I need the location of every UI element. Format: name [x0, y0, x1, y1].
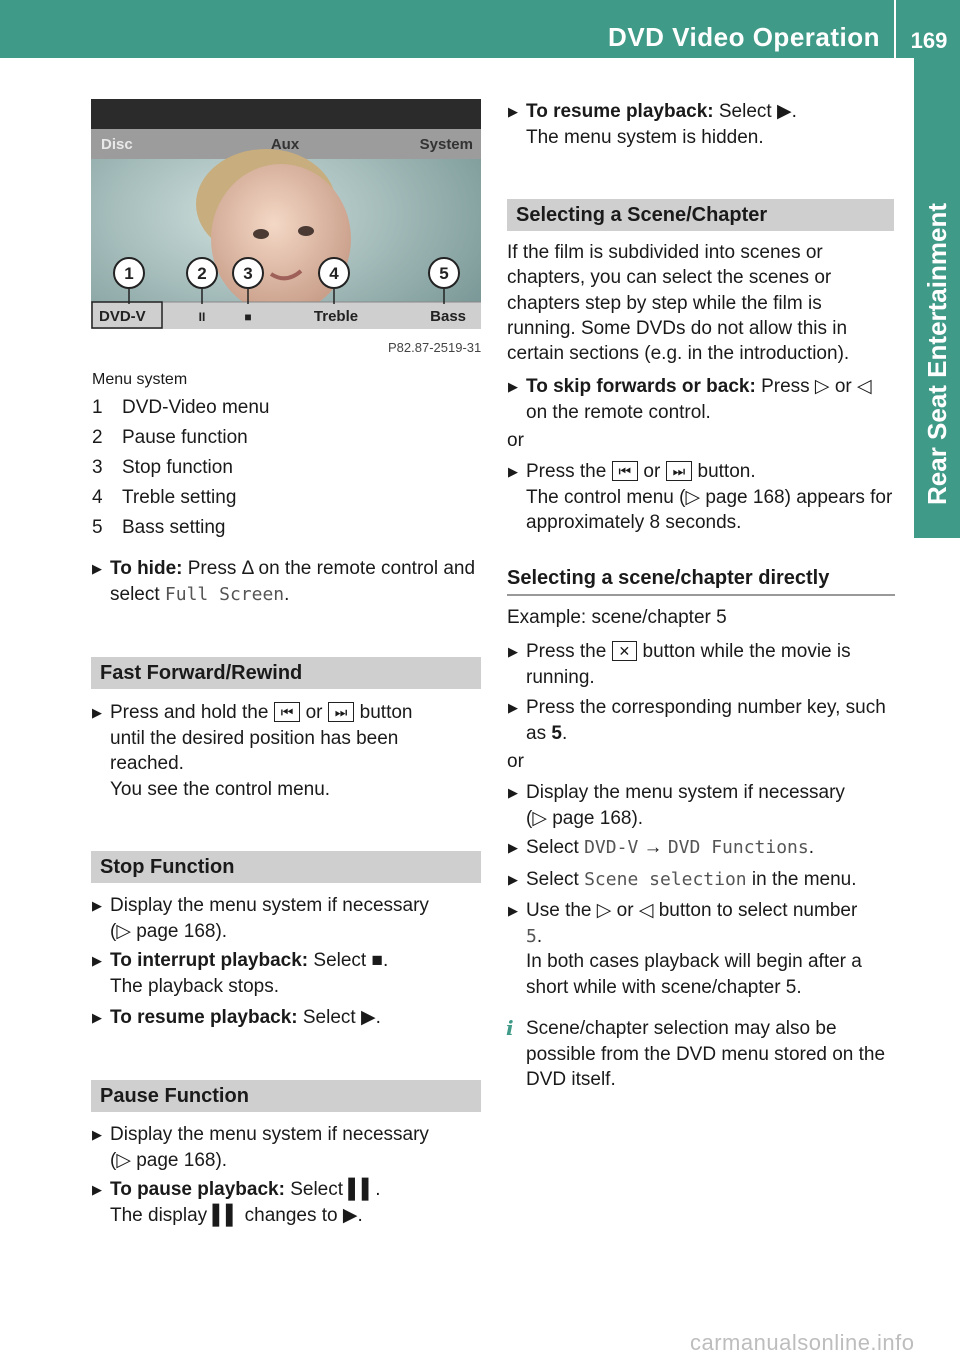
legend-item — [92, 456, 233, 480]
step-number-key: ▶ Press the corresponding number key, such as 5. — [508, 697, 886, 744]
legend-text: Stop function — [122, 457, 233, 478]
step-arrow-icon: ▶ — [92, 1182, 102, 1197]
step-arrow-icon: ▶ — [508, 464, 518, 479]
legend-num-icon: 1 — [92, 397, 103, 418]
skip-back-key-icon: ⏮ — [612, 461, 639, 481]
step-stop-display: ▶ Display the menu system if necessary (▷ page 168). — [92, 895, 429, 942]
or-text: or — [507, 751, 524, 772]
callout-5: 5 — [439, 264, 449, 283]
page-header-title: DVD Video Operation — [608, 22, 880, 52]
legend-num-icon: 2 — [92, 427, 103, 448]
header-divider — [894, 0, 896, 58]
legend-item — [92, 486, 236, 510]
step-arrow-icon: ▶ — [508, 903, 518, 918]
step-skip: ▶ To skip forwards or back: Press ▷ or ◁ on the remote control. — [508, 376, 872, 423]
legend-num-icon: 3 — [92, 457, 103, 478]
bottom-dvdv: DVD-V — [99, 308, 146, 325]
bottom-bass: Bass — [430, 308, 466, 325]
menu-system-figure — [91, 99, 481, 329]
step-arrow-icon: ▶ — [508, 872, 518, 887]
tab-disc: Disc — [101, 136, 133, 153]
bottom-pause: II — [198, 310, 206, 324]
figure-caption: Menu system — [92, 371, 188, 388]
step-arrow-icon: ▶ — [508, 644, 518, 659]
step-arrow-icon: ▶ — [508, 104, 518, 119]
info-icon: i — [506, 1016, 514, 1040]
section-heading-pause: Pause Function — [91, 1080, 481, 1112]
sidebar-title-wrap — [914, 58, 960, 536]
step-arrow-icon: ▶ — [508, 379, 518, 394]
legend-item — [92, 396, 270, 420]
step-arrow-icon: ▶ — [92, 561, 102, 576]
info-note: i Scene/chapter selection may also be possible from the DVD menu stored on the DVD itself. — [506, 1016, 886, 1090]
example-text: Example: scene/chapter 5 — [507, 607, 727, 628]
x-key-icon: ✕ — [612, 641, 638, 661]
callout-4: 4 — [329, 264, 339, 283]
step-select-scene: ▶ Select Scene selection in the menu. — [508, 867, 918, 893]
step-arrow-icon: ▶ — [92, 898, 102, 913]
scene-paragraph: If the film is subdivided into scenes or chapters, you can select the scenes or chapters step by step while the film is running. Some DVDs do not allow this in certain sections (e.g. in the introduction). — [507, 242, 850, 365]
step-arrow-icon: ▶ — [508, 785, 518, 800]
step-arrow-icon: ▶ — [92, 1010, 102, 1025]
skip-forward-key-icon: ⏭ — [666, 461, 693, 481]
legend-text: Bass setting — [122, 517, 226, 538]
step-hide: ▶ To hide: Press Δ on the remote control and select Full Screen. — [92, 558, 476, 605]
legend-item — [92, 516, 226, 540]
footer-watermark: carmanualsonline.info — [690, 1330, 915, 1355]
step-resume-right: ▶ To resume playback: Select ▶. The menu system is hidden. — [508, 101, 797, 148]
callout-1: 1 — [124, 264, 134, 283]
step-pause: ▶ To pause playback: Select ▌▌. The display ▌▌ changes to ▶. — [92, 1179, 381, 1226]
skip-forward-key-icon: ⏭ — [328, 702, 355, 722]
step-arrow-icon: ▶ — [92, 1127, 102, 1142]
callout-3: 3 — [243, 264, 253, 283]
step-arrow-icon: ▶ — [508, 840, 518, 855]
legend-text: DVD-Video menu — [122, 397, 270, 418]
bottom-treble: Treble — [313, 308, 359, 325]
figure-code: P82.87-2519-31 — [388, 340, 482, 355]
step-interrupt: ▶ To interrupt playback: Select ■. The playback stops. — [92, 950, 389, 997]
callout-2: 2 — [197, 264, 207, 283]
page-number: 169 — [910, 28, 948, 53]
sidebar-title: Rear Seat Entertainment — [922, 203, 952, 505]
step-select-dvdv: ▶ Select DVD-V → DVD Functions. — [508, 835, 918, 861]
legend-text: Pause function — [122, 427, 248, 448]
step-arrow-icon: ▶ — [92, 705, 102, 720]
step-press-skip: ▶ Press the ⏮ or ⏭ button. The control menu (▷ page 168) appears for approximately 8 seconds. — [508, 461, 893, 533]
step-display-menu: ▶ Display the menu system if necessary (▷ page 168). — [508, 782, 845, 829]
step-fast-forward: ▶ Press and hold the ⏮ or ⏭ button until the desired position has been reached. You see the control menu. — [92, 702, 413, 800]
section-heading-scene: Selecting a Scene/Chapter — [507, 199, 894, 231]
section-heading-stop: Stop Function — [91, 851, 481, 883]
or-text: or — [507, 430, 524, 451]
step-use-buttons: ▶ Use the ▷ or ◁ button to select number 5. In both cases playback will begin after a short while with scene/chapter 5. — [508, 900, 862, 998]
step-arrow-icon: ▶ — [92, 953, 102, 968]
legend-item — [92, 426, 248, 450]
step-arrow-icon: ▶ — [508, 700, 518, 715]
tab-system: System — [419, 136, 473, 153]
bottom-stop: ■ — [244, 310, 252, 324]
skip-back-key-icon: ⏮ — [274, 702, 301, 722]
legend-num-icon: 5 — [92, 517, 103, 538]
section-heading-direct: Selecting a scene/chapter directly — [507, 567, 895, 596]
legend-num-icon: 4 — [92, 487, 103, 508]
legend-text: Treble setting — [122, 487, 237, 508]
step-pause-display: ▶ Display the menu system if necessary (▷ page 168). — [92, 1124, 429, 1171]
step-resume-left: ▶ To resume playback: Select ▶. — [92, 1005, 502, 1031]
step-press-x: ▶ Press the ✕ button while the movie is running. — [508, 641, 851, 688]
section-heading-fast-forward: Fast Forward/Rewind — [91, 657, 481, 689]
tab-aux: Aux — [270, 136, 300, 153]
figure-illustration — [91, 99, 481, 329]
